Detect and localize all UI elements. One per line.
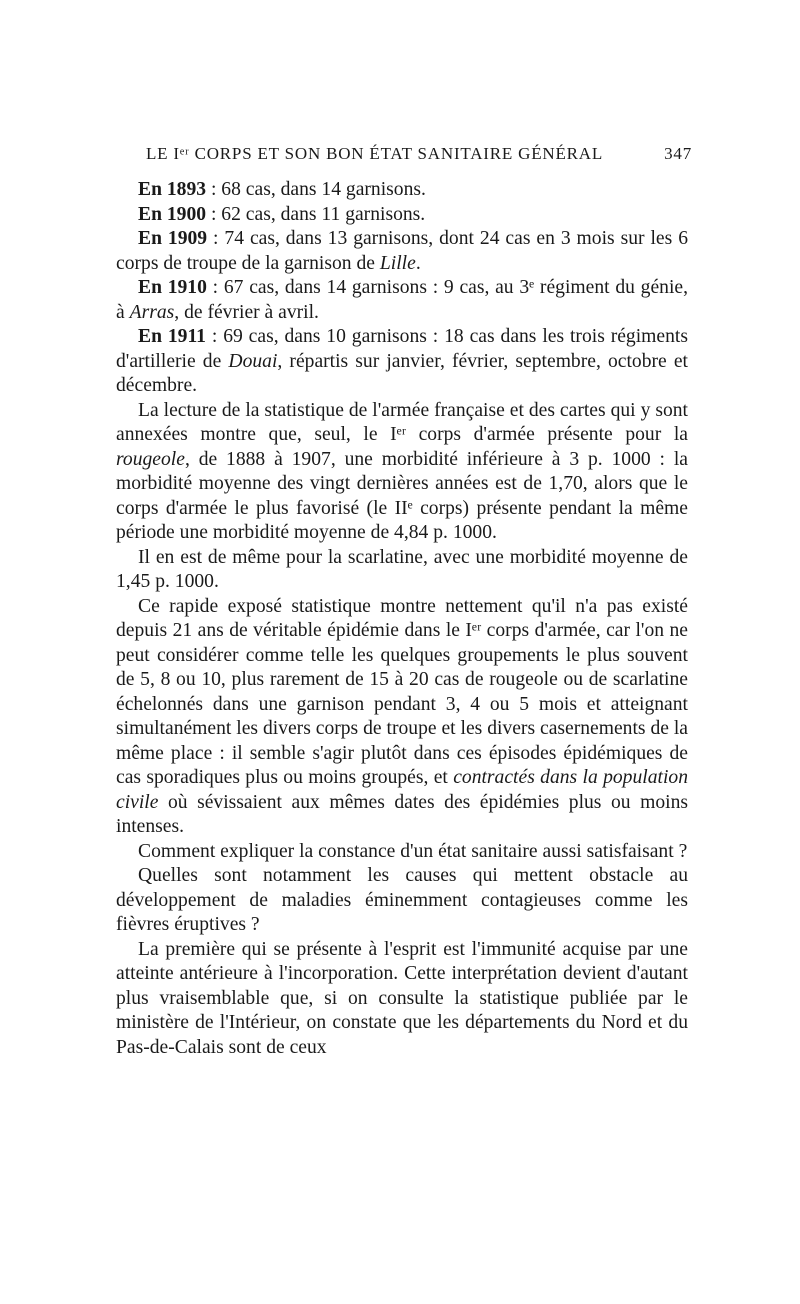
stat-place: Arras (129, 301, 175, 323)
stat-line-1911 (116, 325, 688, 399)
stat-place: Lille (379, 252, 416, 274)
paragraph-immunity: La première qui se présente à l'esprit est l'immunité acquise par une atteinte antérieure à l'incorporation. Cette interprétation devient d'autant plus vraisemblable que, si on consulte la statistique publiée par le ministère de l'Intérieur, on constate que les départements du Nord et du Pas-de-Calais sont de ceux (116, 938, 688, 1058)
paragraph-question-1: Comment expliquer la constance d'un état sanitaire aussi satisfaisant ? (138, 840, 688, 862)
stat-text: : 68 cas, dans 14 garnisons. (206, 179, 426, 200)
emphasis-civil-population: contractés dans la population civile (116, 767, 688, 813)
paragraph-scarlatine: Il en est de même pour la scarlatine, avec une morbidité moyenne de 1,45 p. 1000. (116, 546, 688, 592)
stat-text-after: , de février à avril. (174, 301, 319, 323)
stat-place: Douai (228, 350, 278, 372)
stat-year: En 1911 (138, 326, 206, 347)
body-text (116, 178, 688, 1060)
stat-text: : 69 cas, dans 10 garnisons : 18 cas dans les trois régiments d'artillerie de (116, 326, 688, 372)
stat-line-1910 (116, 276, 688, 325)
page-number: 347 (664, 144, 692, 163)
stat-year: En 1909 (138, 228, 208, 249)
paragraph-statistical-summary: Ce rapide exposé statistique montre nettement qu'il n'a pas existé depuis 21 ans de véritable épidémie dans le Iᵉʳ corps d'armée, car l'on ne peut considérer comme telle les quelques groupements le plus souvent de 5, 8 ou 10, plus rarement de 15 à 20 cas de rougeole ou de scarlatine échelonnés dans une garnison pendant 3, 4 ou 5 mois et atteignant simultanément les divers corps de troupe et les divers casernements de la même place : il semble s'agir plutôt dans ces épisodes épidémiques de cas sporadiques plus ou moins groupés, et contractés dans la population civile où sévissaient aux mêmes dates des épidémies plus ou moins intenses. (116, 595, 688, 837)
stat-line-1900 (116, 203, 688, 228)
stat-text: : 67 cas, dans 14 garnisons : 9 cas, au 3ᵉ régiment du génie, à (116, 277, 688, 323)
stat-text-after: . (415, 252, 421, 274)
stat-year: En 1900 (138, 203, 207, 225)
stat-line-1893 (116, 178, 688, 203)
emphasis-rougeole: rougeole (116, 448, 185, 470)
paragraph-statistics-reading: La lecture de la statistique de l'armée française et des cartes qui y sont annexées montre que, seul, le Iᵉʳ corps d'armée présente pour la rougeole, de 1888 à 1907, une morbidité inférieure à 3 p. 1000 : la morbidité moyenne des vingt dernières années est de 1,70, alors que le corps d'armée le plus favorisé (le IIᵉ corps) présente pendant la même période une morbidité moyenne de 4,84 p. 1000. (116, 399, 688, 543)
running-header (146, 144, 692, 164)
stat-text: : 62 cas, dans 11 garnisons. (206, 203, 426, 225)
running-title: LE Iᵉʳ CORPS ET SON BON ÉTAT SANITAIRE GÉNÉRAL (146, 144, 604, 163)
stat-text-after: , répartis sur janvier, février, septembre, octobre et décembre. (116, 350, 688, 396)
paragraph-question-2: Quelles sont notamment les causes qui mettent obstacle au développement de maladies éminemment contagieuses comme les fièvres éruptives ? (116, 865, 688, 935)
stat-year: En 1893 (138, 179, 207, 200)
stat-year: En 1910 (138, 277, 207, 298)
stat-text: : 74 cas, dans 13 garnisons, dont 24 cas en 3 mois sur les 6 corps de troupe de la garnison de (116, 228, 688, 274)
stat-line-1909 (116, 227, 688, 276)
